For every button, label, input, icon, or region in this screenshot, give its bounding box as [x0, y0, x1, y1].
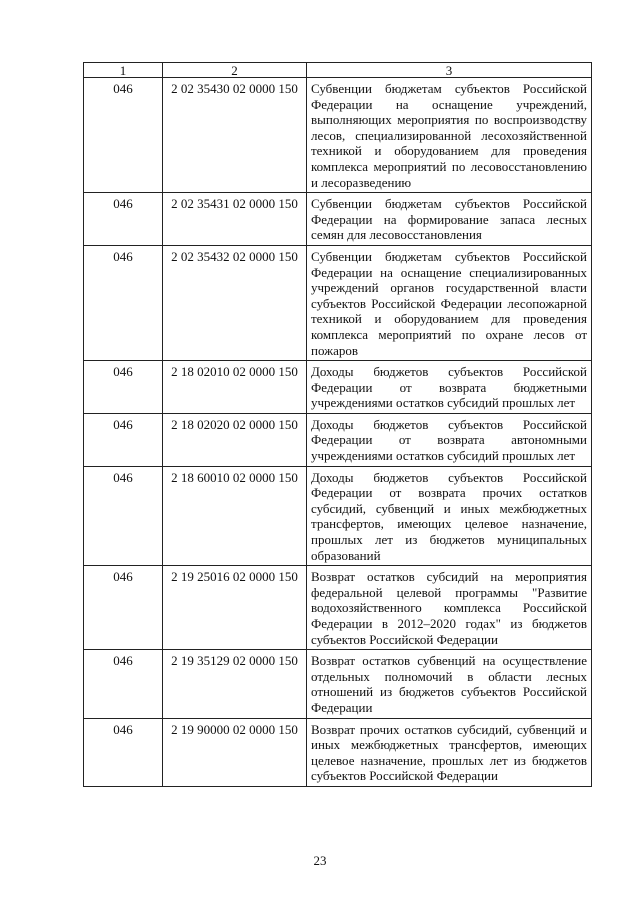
- budget-code-cell: 2 19 35129 02 0000 150: [163, 650, 307, 718]
- column-header-3: 3: [307, 63, 592, 78]
- admin-code-cell: 046: [84, 566, 163, 650]
- budget-classification-table: [83, 62, 592, 787]
- table-row: [84, 466, 592, 566]
- admin-code-cell: 046: [84, 361, 163, 414]
- table-row: [84, 78, 592, 193]
- page-number: 23: [313, 853, 327, 868]
- budget-code-cell: 2 02 35432 02 0000 150: [163, 245, 307, 360]
- table-row: [84, 413, 592, 466]
- budget-code-cell: 2 19 90000 02 0000 150: [163, 718, 307, 786]
- budget-code-cell: 2 02 35431 02 0000 150: [163, 193, 307, 246]
- income-name-cell: Субвенции бюджетам субъектов Российской Федерации на оснащение специализированных учреждений органов государственной власти субъектов Российской Федерации лесопожарной техникой и оборудованием для проведения комплекса мероприятий по охране лесов от пожаров: [307, 245, 592, 360]
- admin-code-cell: 046: [84, 650, 163, 718]
- admin-code-cell: 046: [84, 78, 163, 193]
- income-name-cell: Субвенции бюджетам субъектов Российской Федерации на формирование запаса лесных семян для лесовосстановления: [307, 193, 592, 246]
- table-row: [84, 245, 592, 360]
- column-header-2: 2: [163, 63, 307, 78]
- budget-code-cell: 2 18 02020 02 0000 150: [163, 413, 307, 466]
- admin-code-cell: 046: [84, 466, 163, 566]
- header-row: [84, 63, 592, 78]
- admin-code-cell: 046: [84, 193, 163, 246]
- admin-code-cell: 046: [84, 413, 163, 466]
- table-row: [84, 361, 592, 414]
- column-header-1: 1: [84, 63, 163, 78]
- income-name-cell: Возврат остатков субвенций на осуществление отдельных полномочий в области лесных отношений из бюджетов субъектов Российской Федерации: [307, 650, 592, 718]
- table-row: [84, 566, 592, 650]
- table-row: [84, 718, 592, 786]
- income-name-cell: Возврат остатков субсидий на мероприятия федеральной целевой программы "Развитие водохозяйственного комплекса Российской Федерации в 2012–2020 годах" из бюджетов субъектов Российской Федерации: [307, 566, 592, 650]
- budget-code-cell: 2 18 02010 02 0000 150: [163, 361, 307, 414]
- table-row: [84, 193, 592, 246]
- income-name-cell: Возврат прочих остатков субсидий, субвенций и иных межбюджетных трансфертов, имеющих целевое назначение, прошлых лет из бюджетов субъектов Российской Федерации: [307, 718, 592, 786]
- admin-code-cell: 046: [84, 718, 163, 786]
- table-row: [84, 650, 592, 718]
- budget-code-cell: 2 18 60010 02 0000 150: [163, 466, 307, 566]
- income-name-cell: Субвенции бюджетам субъектов Российской Федерации на оснащение учреждений, выполняющих мероприятия по воспроизводству лесов, специализированной лесохозяйственной техникой и оборудованием для проведения комплекса мероприятий по лесовосстановлению и лесоразведению: [307, 78, 592, 193]
- income-name-cell: Доходы бюджетов субъектов Российской Федерации от возврата прочих остатков субсидий, субвенций и иных межбюджетных трансфертов, имеющих целевое назначение, прошлых лет из бюджетов муниципальных образований: [307, 466, 592, 566]
- budget-code-cell: 2 02 35430 02 0000 150: [163, 78, 307, 193]
- income-name-cell: Доходы бюджетов субъектов Российской Федерации от возврата автономными учреждениями остатков субсидий прошлых лет: [307, 413, 592, 466]
- income-name-cell: Доходы бюджетов субъектов Российской Федерации от возврата бюджетными учреждениями остатков субсидий прошлых лет: [307, 361, 592, 414]
- admin-code-cell: 046: [84, 245, 163, 360]
- budget-code-cell: 2 19 25016 02 0000 150: [163, 566, 307, 650]
